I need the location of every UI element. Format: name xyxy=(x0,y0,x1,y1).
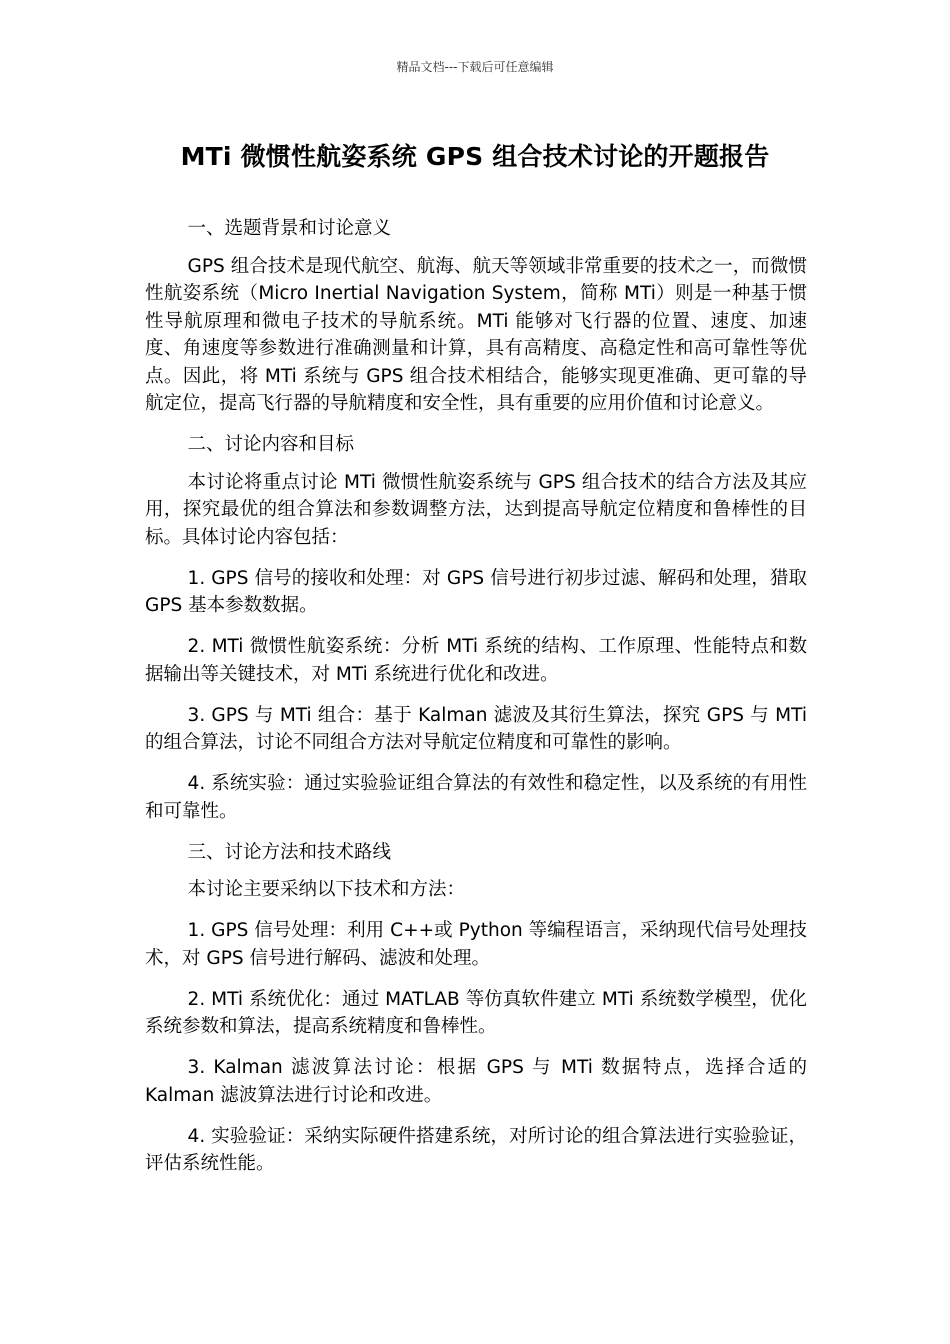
section-heading: 三、讨论方法和技术路线 xyxy=(187,841,392,863)
list-item: 3. GPS 与 MTi 组合：基于 Kalman 滤波及其衍生算法，探究 GPS 与 MTi 的组合算法，讨论不同组合方法对导航定位精度和可靠性的影响。 xyxy=(145,704,807,753)
section-heading: 二、讨论内容和目标 xyxy=(187,434,355,455)
document-body xyxy=(145,215,807,1191)
list-item: 4. 实验验证：采纳实际硬件搭建系统，对所讨论的组合算法进行实验验证，评估系统性能。 xyxy=(145,1125,807,1174)
list-item: 1. GPS 信号的接收和处理：对 GPS 信号进行初步过滤、解码和处理，猎取 GPS 基本参数数据。 xyxy=(145,567,807,616)
paragraph: 本讨论将重点讨论 MTi 微惯性航姿系统与 GPS 组合技术的结合方法及其应用，探究最优的组合算法和参数调整方法，达到提高导航定位精度和鲁棒性的目标。具体讨论内容包括： xyxy=(145,471,807,548)
header-note: 精品文档---下载后可任意编辑 xyxy=(396,60,554,74)
list-item: 2. MTi 微惯性航姿系统：分析 MTi 系统的结构、工作原理、性能特点和数据输出等关键技术，对 MTi 系统进行优化和改进。 xyxy=(145,636,807,685)
paragraph: GPS 组合技术是现代航空、航海、航天等领域非常重要的技术之一，而微惯性航姿系统（Micro Inertial Navigation System，简称 MTi）则是一种基于惯性导航原理和微电子技术的导航系统。MTi 能够对飞行器的位置、速度、加速度、角速度等参数进行准确测量和计算，具有高精度、高稳定性和高可靠性等优点。因此，将 MTi 系统与 GPS 组合技术相结合，能够实现更准确、更可靠的导航定位，提高飞行器的导航精度和安全性，具有重要的应用价值和讨论意义。 xyxy=(145,255,807,414)
section-heading: 一、选题背景和讨论意义 xyxy=(187,218,392,239)
list-item: 3. Kalman 滤波算法讨论：根据 GPS 与 MTi 数据特点，选择合适的 Kalman 滤波算法进行讨论和改进。 xyxy=(145,1057,807,1106)
list-item: 2. MTi 系统优化：通过 MATLAB 等仿真软件建立 MTi 系统数学模型，优化系统参数和算法，提高系统精度和鲁棒性。 xyxy=(145,988,807,1037)
document-title: MTi 微惯性航姿系统 GPS 组合技术讨论的开题报告 xyxy=(180,142,770,171)
paragraph: 本讨论主要采纳以下技术和方法： xyxy=(187,879,466,900)
list-item: 4. 系统实验：通过实验验证组合算法的有效性和稳定性，以及系统的有用性和可靠性。 xyxy=(145,773,807,822)
list-item: 1. GPS 信号处理：利用 C++或 Python 等编程语言，采纳现代信号处理技术，对 GPS 信号进行解码、滤波和处理。 xyxy=(145,920,807,969)
